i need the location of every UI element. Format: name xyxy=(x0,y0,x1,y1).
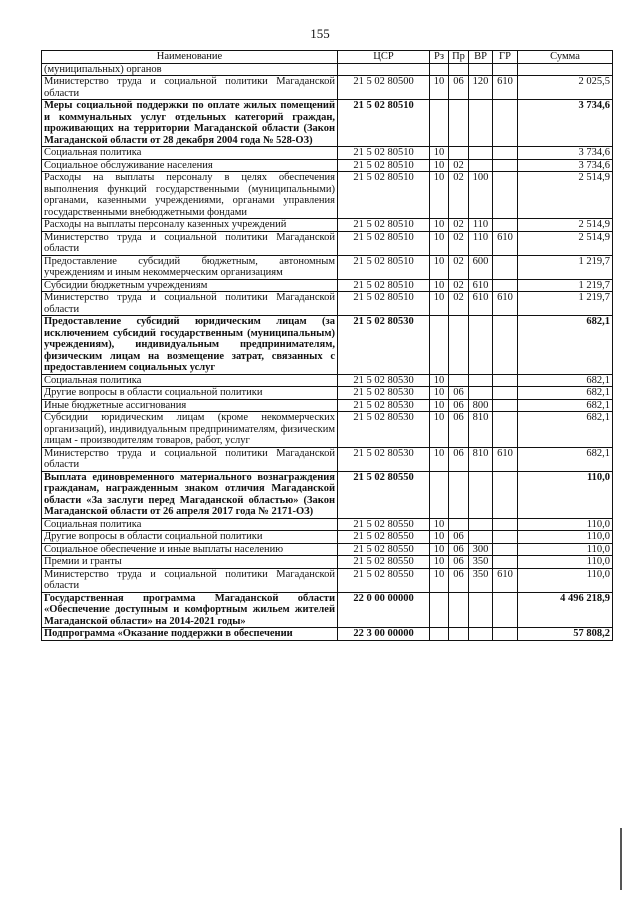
cell-sum: 682,1 xyxy=(518,399,613,412)
cell-rz: 10 xyxy=(430,412,449,448)
cell-rz: 10 xyxy=(430,147,449,160)
cell-name: Государственная программа Магаданской области «Обеспечение доступным и комфортным жильем жителей Магаданской области» на 2014-2021 годы» xyxy=(42,592,338,628)
table-row xyxy=(42,568,613,592)
cell-rz: 10 xyxy=(430,568,449,592)
cell-sum: 682,1 xyxy=(518,316,613,375)
cell-pr: 02 xyxy=(449,172,469,219)
cell-vr xyxy=(469,63,493,76)
cell-gr xyxy=(493,316,518,375)
cell-name: Министерство труда и социальной политики Магаданской области xyxy=(42,568,338,592)
cell-sum: 110,0 xyxy=(518,531,613,544)
cell-rz: 10 xyxy=(430,279,449,292)
cell-pr: 06 xyxy=(449,399,469,412)
cell-sum xyxy=(518,63,613,76)
cell-name: Министерство труда и социальной политики Магаданской области xyxy=(42,447,338,471)
cell-pr: 02 xyxy=(449,279,469,292)
cell-name: Другие вопросы в области социальной политики xyxy=(42,531,338,544)
cell-gr: 610 xyxy=(493,76,518,100)
table-row xyxy=(42,147,613,160)
cell-csr: 21 5 02 80510 xyxy=(338,219,430,232)
cell-csr: 21 5 02 80550 xyxy=(338,518,430,531)
cell-name: Расходы на выплаты персоналу в целях обеспечения выполнения функций государственными (муниципальными) органами, казенными учреждениями, органами управления государственными внебюджетными фондами xyxy=(42,172,338,219)
cell-name: Субсидии бюджетным учреждениям xyxy=(42,279,338,292)
cell-sum: 110,0 xyxy=(518,556,613,569)
cell-sum: 1 219,7 xyxy=(518,255,613,279)
cell-pr xyxy=(449,628,469,641)
cell-sum: 682,1 xyxy=(518,412,613,448)
cell-pr xyxy=(449,592,469,628)
cell-csr: 21 5 02 80550 xyxy=(338,556,430,569)
cell-sum: 1 219,7 xyxy=(518,292,613,316)
cell-gr: 610 xyxy=(493,447,518,471)
cell-vr xyxy=(469,374,493,387)
table-row xyxy=(42,76,613,100)
cell-sum: 2 514,9 xyxy=(518,172,613,219)
cell-csr: 21 5 02 80530 xyxy=(338,374,430,387)
cell-gr xyxy=(493,279,518,292)
cell-csr: 21 5 02 80510 xyxy=(338,255,430,279)
cell-sum: 2 514,9 xyxy=(518,231,613,255)
cell-rz xyxy=(430,100,449,147)
cell-vr xyxy=(469,316,493,375)
cell-gr xyxy=(493,399,518,412)
cell-sum: 57 808,2 xyxy=(518,628,613,641)
cell-name: Выплата единовременного материального вознаграждения гражданам, награжденным знаком отличия Магаданской области «За заслуги перед Магаданской областью» (Закон Магаданской области от 26 апреля 2017 года № 2171-ОЗ) xyxy=(42,471,338,518)
cell-sum: 110,0 xyxy=(518,518,613,531)
cell-gr xyxy=(493,531,518,544)
cell-vr xyxy=(469,147,493,160)
cell-name: Расходы на выплаты персоналу казенных учреждений xyxy=(42,219,338,232)
cell-vr xyxy=(469,628,493,641)
cell-csr: 22 3 00 00000 xyxy=(338,628,430,641)
table-row xyxy=(42,159,613,172)
cell-gr xyxy=(493,543,518,556)
cell-csr: 21 5 02 80510 xyxy=(338,279,430,292)
cell-vr: 100 xyxy=(469,172,493,219)
cell-rz: 10 xyxy=(430,76,449,100)
cell-rz: 10 xyxy=(430,543,449,556)
cell-rz: 10 xyxy=(430,172,449,219)
cell-name: Социальное обеспечение и иные выплаты населению xyxy=(42,543,338,556)
cell-name: Министерство труда и социальной политики Магаданской области xyxy=(42,231,338,255)
cell-pr xyxy=(449,147,469,160)
cell-vr: 610 xyxy=(469,292,493,316)
cell-vr: 810 xyxy=(469,412,493,448)
cell-gr xyxy=(493,387,518,400)
cell-name: Субсидии юридическим лицам (кроме некоммерческих организаций), индивидуальным предпринимателям, физическим лицам - производителям товаров, работ, услуг xyxy=(42,412,338,448)
cell-name: Иные бюджетные ассигнования xyxy=(42,399,338,412)
cell-csr: 21 5 02 80550 xyxy=(338,543,430,556)
table-row xyxy=(42,399,613,412)
cell-csr: 21 5 02 80550 xyxy=(338,568,430,592)
cell-pr: 06 xyxy=(449,76,469,100)
table-row xyxy=(42,556,613,569)
cell-sum: 110,0 xyxy=(518,568,613,592)
cell-name: (муниципальных) органов xyxy=(42,63,338,76)
page-number: 155 xyxy=(310,26,330,41)
cell-rz: 10 xyxy=(430,159,449,172)
cell-pr xyxy=(449,471,469,518)
cell-sum: 3 734,6 xyxy=(518,147,613,160)
cell-csr: 21 5 02 80550 xyxy=(338,531,430,544)
cell-vr: 810 xyxy=(469,447,493,471)
cell-gr xyxy=(493,147,518,160)
cell-gr xyxy=(493,518,518,531)
cell-csr: 21 5 02 80550 xyxy=(338,471,430,518)
cell-vr: 300 xyxy=(469,543,493,556)
table-row xyxy=(42,447,613,471)
cell-gr xyxy=(493,471,518,518)
table-row xyxy=(42,387,613,400)
cell-rz xyxy=(430,628,449,641)
cell-pr: 06 xyxy=(449,387,469,400)
cell-name: Подпрограмма «Оказание поддержки в обеспечении xyxy=(42,628,338,641)
cell-rz: 10 xyxy=(430,518,449,531)
table-row xyxy=(42,219,613,232)
cell-vr: 110 xyxy=(469,219,493,232)
cell-pr xyxy=(449,316,469,375)
cell-csr: 21 5 02 80530 xyxy=(338,399,430,412)
cell-vr xyxy=(469,531,493,544)
cell-pr: 02 xyxy=(449,292,469,316)
cell-csr: 21 5 02 80530 xyxy=(338,412,430,448)
cell-sum: 682,1 xyxy=(518,374,613,387)
table-row xyxy=(42,231,613,255)
cell-gr: 610 xyxy=(493,568,518,592)
cell-name: Социальная политика xyxy=(42,147,338,160)
cell-vr xyxy=(469,518,493,531)
cell-pr: 02 xyxy=(449,159,469,172)
cell-vr xyxy=(469,159,493,172)
header-sum: Сумма xyxy=(518,51,613,64)
header-vr: ВР xyxy=(469,51,493,64)
cell-rz xyxy=(430,316,449,375)
cell-rz: 10 xyxy=(430,447,449,471)
cell-sum: 3 734,6 xyxy=(518,100,613,147)
table-row xyxy=(42,255,613,279)
table-row xyxy=(42,592,613,628)
header-rz: Рз xyxy=(430,51,449,64)
table-row xyxy=(42,543,613,556)
table-row xyxy=(42,316,613,375)
cell-sum: 110,0 xyxy=(518,471,613,518)
cell-pr: 02 xyxy=(449,219,469,232)
cell-rz xyxy=(430,592,449,628)
cell-csr: 21 5 02 80510 xyxy=(338,172,430,219)
cell-pr xyxy=(449,374,469,387)
cell-name: Предоставление субсидий юридическим лицам (за исключением субсидий государственным (муниципальным) учреждениям), индивидуальным предпринимателям, физическим лицам на возмещение затрат, связанных с предоставлением социальных услуг xyxy=(42,316,338,375)
cell-rz: 10 xyxy=(430,556,449,569)
cell-pr: 06 xyxy=(449,447,469,471)
cell-pr xyxy=(449,63,469,76)
cell-name: Другие вопросы в области социальной политики xyxy=(42,387,338,400)
cell-csr: 21 5 02 80530 xyxy=(338,316,430,375)
cell-vr: 110 xyxy=(469,231,493,255)
cell-rz: 10 xyxy=(430,399,449,412)
cell-pr: 02 xyxy=(449,231,469,255)
cell-pr: 06 xyxy=(449,543,469,556)
cell-vr: 350 xyxy=(469,556,493,569)
cell-vr xyxy=(469,387,493,400)
cell-pr: 06 xyxy=(449,556,469,569)
cell-pr: 06 xyxy=(449,568,469,592)
cell-csr xyxy=(338,63,430,76)
cell-rz: 10 xyxy=(430,387,449,400)
cell-gr xyxy=(493,255,518,279)
cell-pr xyxy=(449,518,469,531)
cell-rz: 10 xyxy=(430,219,449,232)
cell-name: Социальная политика xyxy=(42,518,338,531)
cell-gr xyxy=(493,412,518,448)
cell-gr xyxy=(493,374,518,387)
cell-vr: 610 xyxy=(469,279,493,292)
cell-name: Меры социальной поддержки по оплате жилых помещений и коммунальных услуг отдельных категорий граждан, проживающих на территории Магаданской области (Закон Магаданской области от 28 декабря 2004 года № 528-ОЗ) xyxy=(42,100,338,147)
cell-gr xyxy=(493,628,518,641)
cell-csr: 21 5 02 80510 xyxy=(338,147,430,160)
header-gr: ГР xyxy=(493,51,518,64)
cell-name: Предоставление субсидий бюджетным, автономным учреждениям и иным некоммерческим организациям xyxy=(42,255,338,279)
cell-pr: 06 xyxy=(449,412,469,448)
cell-sum: 3 734,6 xyxy=(518,159,613,172)
header-name: Наименование xyxy=(42,51,338,64)
table-row xyxy=(42,518,613,531)
table-row xyxy=(42,63,613,76)
table-row xyxy=(42,292,613,316)
table-body xyxy=(42,63,613,640)
cell-sum: 110,0 xyxy=(518,543,613,556)
cell-csr: 21 5 02 80510 xyxy=(338,100,430,147)
table-row xyxy=(42,531,613,544)
cell-vr: 120 xyxy=(469,76,493,100)
cell-gr xyxy=(493,219,518,232)
cell-rz xyxy=(430,63,449,76)
cell-sum: 2 025,5 xyxy=(518,76,613,100)
cell-csr: 21 5 02 80530 xyxy=(338,387,430,400)
cell-pr: 06 xyxy=(449,531,469,544)
cell-rz xyxy=(430,471,449,518)
cell-name: Социальное обслуживание населения xyxy=(42,159,338,172)
cell-sum: 4 496 218,9 xyxy=(518,592,613,628)
cell-vr xyxy=(469,100,493,147)
cell-rz: 10 xyxy=(430,255,449,279)
cell-name: Министерство труда и социальной политики Магаданской области xyxy=(42,292,338,316)
cell-csr: 21 5 02 80510 xyxy=(338,159,430,172)
cell-pr xyxy=(449,100,469,147)
table-row xyxy=(42,374,613,387)
header-pr: Пр xyxy=(449,51,469,64)
cell-gr xyxy=(493,172,518,219)
cell-vr: 600 xyxy=(469,255,493,279)
table-row xyxy=(42,172,613,219)
cell-vr xyxy=(469,471,493,518)
cell-rz: 10 xyxy=(430,292,449,316)
table-row xyxy=(42,628,613,641)
cell-name: Социальная политика xyxy=(42,374,338,387)
cell-rz: 10 xyxy=(430,374,449,387)
cell-gr xyxy=(493,592,518,628)
cell-csr: 21 5 02 80510 xyxy=(338,292,430,316)
cell-vr xyxy=(469,592,493,628)
table-row xyxy=(42,279,613,292)
table-row xyxy=(42,100,613,147)
cell-name: Министерство труда и социальной политики Магаданской области xyxy=(42,76,338,100)
cell-sum: 682,1 xyxy=(518,387,613,400)
table-header-row xyxy=(42,51,613,64)
cell-gr: 610 xyxy=(493,292,518,316)
cell-gr xyxy=(493,159,518,172)
cell-name: Премии и гранты xyxy=(42,556,338,569)
table-row xyxy=(42,471,613,518)
cell-csr: 21 5 02 80510 xyxy=(338,231,430,255)
cell-csr: 21 5 02 80500 xyxy=(338,76,430,100)
scan-margin-line xyxy=(620,828,622,890)
cell-pr: 02 xyxy=(449,255,469,279)
cell-csr: 22 0 00 00000 xyxy=(338,592,430,628)
cell-vr: 800 xyxy=(469,399,493,412)
cell-gr xyxy=(493,63,518,76)
cell-vr: 350 xyxy=(469,568,493,592)
header-csr: ЦСР xyxy=(338,51,430,64)
cell-gr: 610 xyxy=(493,231,518,255)
cell-gr xyxy=(493,100,518,147)
cell-csr: 21 5 02 80530 xyxy=(338,447,430,471)
cell-sum: 682,1 xyxy=(518,447,613,471)
cell-sum: 1 219,7 xyxy=(518,279,613,292)
cell-rz: 10 xyxy=(430,531,449,544)
table-row xyxy=(42,412,613,448)
budget-table xyxy=(41,50,613,641)
cell-sum: 2 514,9 xyxy=(518,219,613,232)
cell-rz: 10 xyxy=(430,231,449,255)
cell-gr xyxy=(493,556,518,569)
